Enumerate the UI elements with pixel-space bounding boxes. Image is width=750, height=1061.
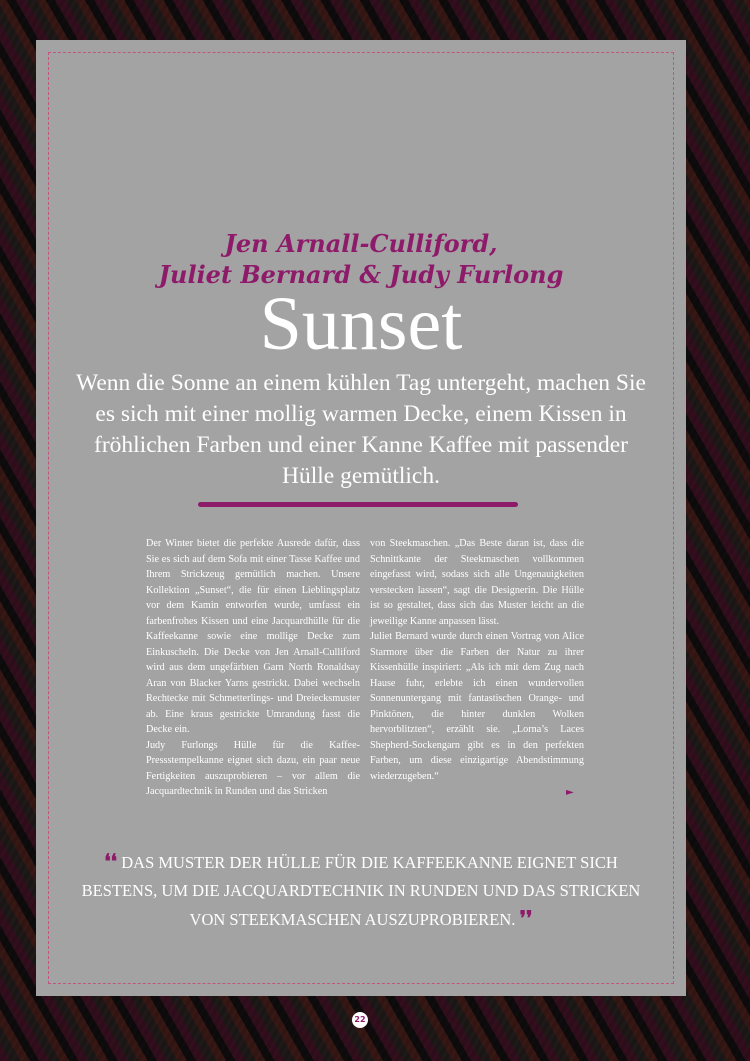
authors-line-2: Juliet Bernard & Judy Furlong [158,260,564,289]
divider-rule [198,502,518,507]
page-number: 22 [352,1012,368,1028]
article-panel [36,40,686,996]
pull-quote-text: DAS MUSTER DER HÜLLE FÜR DIE KAFFEEKANNE EIGNET SICH BESTENS, UM DIE JACQUARDTECHNIK IN RUNDEN UND DAS STRICKEN VON STEEKMASCHEN AUSZUPROBIEREN. [81,853,641,929]
body-column-right [370,536,584,784]
end-arrow-icon: ► [566,787,574,798]
authors [36,228,686,290]
dashed-border [48,52,674,984]
page-title: Sunset [259,282,463,366]
lede: Wenn die Sonne an einem kühlen Tag untergeht, machen Sie es sich mit einer mollig warmen Decke, einem Kissen in fröhlichen Farben und einer Kanne Kaffee mit passender Hülle gemütlich. [76,370,646,489]
body-paragraph: Judy Furlongs Hülle für die Kaffee-Pressstempelkanne eignet sich dazu, ein paar neue Fertigkeiten auszuprobieren – vor allem die Jacquardtechnik in Runden und das Stricken [146,739,360,797]
quote-close-icon: ❜❜ [519,908,533,930]
quote-open-icon: ❛❛ [104,851,118,873]
pull-quote [76,848,646,934]
body-column-left [146,536,360,800]
authors-line-1: Jen Arnall-Culliford, [224,229,498,258]
body-paragraph: Juliet Bernard wurde durch einen Vortrag von Alice Starmore über die Farben der Natur zu ihrer Kissenhülle inspiriert: „Als ich mit dem Zug nach Hause fuhr, erlebte ich einen wundervollen Sonnenuntergang mit fantastischen Orange- und Pinktönen, die hinter dunklen Wolken hervorblitzten“, erzählt sie. „Lorna’s Laces Shepherd-Sockengarn gibt es in den perfekten Farben, um diese einzigartige Abendstimmung wiederzugeben.“ [370,631,584,782]
body-paragraph: von Steekmaschen. „Das Beste daran ist, dass die Schnittkante der Steekmaschen vollkommen eingefasst wird, sodass sich alle Ungenauigkeiten verstecken lassen“, sagt die Designerin. Die Hülle ist so gestaltet, dass sich das Muster leicht an die jeweilige Kanne anpassen lässt. [370,538,584,627]
body-paragraph: Der Winter bietet die perfekte Ausrede dafür, dass Sie es sich auf dem Sofa mit einer Tasse Kaffee und Ihrem Strickzeug gemütlich machen. Unsere Kollektion „Sunset“, die für einen Lieblingsplatz vor dem Kamin entworfen wurde, umfasst ein farbenfrohes Kissen und eine Jacquardhülle für die Kaffeekanne sowie eine mollige Decke zum Einkuscheln. Die Decke von Jen Arnall-Culliford wird aus dem ungefärbten Garn North Ronaldsay Aran von Blacker Yarns gestrickt. Dabei wechseln Rechtecke mit Schmetterlings- und Dreiecksmuster ab. Eine kraus gestrickte Umrandung fasst die Decke ein. [146,538,360,735]
